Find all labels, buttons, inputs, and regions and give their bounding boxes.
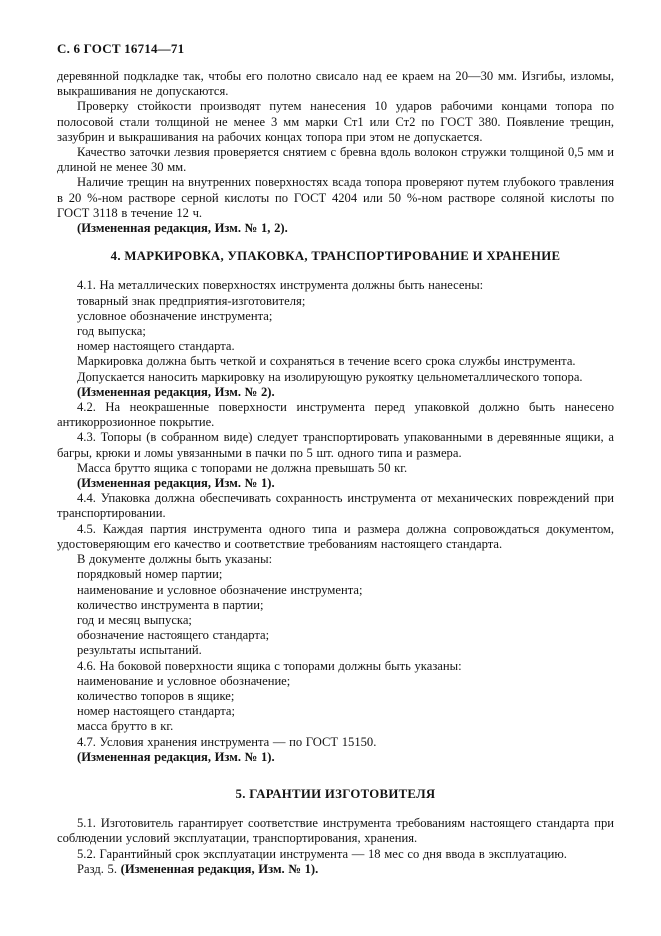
list-item: наименование и условное обозначение инструмента; bbox=[77, 582, 363, 597]
list-item: условное обозначение инструмента; bbox=[77, 308, 273, 323]
amendment-prefix: Разд. 5. bbox=[77, 861, 121, 876]
list-item: масса брутто в кг. bbox=[77, 719, 174, 734]
clause-5-1: 5.1. Изготовитель гарантирует соответствие инструмента требованиям настоящего стандарта при соблюдении условий эксплуатации, транспортирования, хранения. bbox=[57, 816, 614, 846]
clause-4-3: 4.3. Топоры (в собранном виде) следует транспортировать упакованными в деревянные ящики, а багры, крюки и ломы увязанными в пачки по 5 шт. одного типа и размера. bbox=[57, 430, 614, 460]
list-item: наименование и условное обозначение; bbox=[77, 673, 291, 688]
paragraph-marking-durability: Маркировка должна быть четкой и сохраняться в течение всего срока службы инструмента. bbox=[77, 354, 576, 369]
paragraph-continuation: деревянной подкладке так, чтобы его полотно свисало над ее краем на 20—30 мм. Изгибы, изломы, выкрашивания не допускаются. bbox=[57, 69, 614, 99]
clause-4-1: 4.1. На металлических поверхностях инструмента должны быть нанесены: bbox=[77, 278, 484, 293]
section-4-body bbox=[57, 278, 614, 765]
section-5-amendment bbox=[57, 862, 614, 877]
list-item: результаты испытаний. bbox=[77, 643, 202, 658]
section-5-heading: 5. ГАРАНТИИ ИЗГОТОВИТЕЛЯ bbox=[235, 786, 436, 801]
paragraph-marking-handle: Допускается наносить маркировку на изолирующую рукоятку цельнометаллического топора. bbox=[77, 369, 583, 384]
amendment-note: (Измененная редакция, Изм. № 1). bbox=[120, 861, 319, 876]
list-item: обозначение настоящего стандарта; bbox=[77, 628, 270, 643]
clause-4-7: 4.7. Условия хранения инструмента — по ГОСТ 15150. bbox=[77, 734, 377, 749]
section-3-body bbox=[57, 69, 614, 236]
paragraph-sharpening-check: Качество заточки лезвия проверяется снятием с бревна вдоль волокон стружки толщиной 0,5 мм и длиной не менее 30 мм. bbox=[57, 145, 614, 175]
clause-5-2: 5.2. Гарантийный срок эксплуатации инструмента — 18 мес со дня ввода в эксплуатацию. bbox=[77, 846, 567, 861]
list-item: количество инструмента в партии; bbox=[77, 597, 264, 612]
list-item: товарный знак предприятия-изготовителя; bbox=[77, 293, 306, 308]
list-item: количество топоров в ящике; bbox=[77, 688, 235, 703]
amendment-note: (Измененная редакция, Изм. № 1). bbox=[77, 476, 275, 491]
list-item: порядковый номер партии; bbox=[77, 567, 223, 582]
paragraph-document-intro: В документе должны быть указаны: bbox=[77, 552, 273, 567]
paragraph-crack-check: Наличие трещин на внутренних поверхностях всада топора проверяют путем глубокого травления в 20 %-ном растворе серной кислоты по ГОСТ 4204 или 50 %-ном растворе соляной кислоты по ГОСТ 3118 в течение 12 ч. bbox=[57, 175, 614, 220]
amendment-note: (Измененная редакция, Изм. № 1). bbox=[77, 749, 275, 764]
section-5-body bbox=[57, 816, 614, 877]
page-header: С. 6 ГОСТ 16714—71 bbox=[57, 41, 185, 56]
paragraph-gross-weight: Масса брутто ящика с топорами не должна превышать 50 кг. bbox=[77, 460, 408, 475]
paragraph-durability-check: Проверку стойкости производят путем нанесения 10 ударов рабочими концами топора по полосовой стали толщиной не менее 3 мм марки Ст1 или Ст2 по ГОСТ 380. Появление трещин, зазубрин и выкрашивания на рабочих концах топора при этом не допускается. bbox=[57, 99, 614, 144]
list-item: год выпуска; bbox=[77, 324, 146, 339]
list-item: номер настоящего стандарта; bbox=[77, 704, 235, 719]
clause-4-2: 4.2. На неокрашенные поверхности инструмента перед упаковкой должно быть нанесено антикоррозионное покрытие. bbox=[57, 400, 614, 430]
amendment-note: (Измененная редакция, Изм. № 1, 2). bbox=[77, 221, 288, 236]
list-item: год и месяц выпуска; bbox=[77, 612, 192, 627]
clause-4-4: 4.4. Упаковка должна обеспечивать сохранность инструмента от механических повреждений при транспортировании. bbox=[57, 491, 614, 521]
clause-4-5: 4.5. Каждая партия инструмента одного типа и размера должна сопровождаться документом, удостоверяющим его качество и соответствие требованиям настоящего стандарта. bbox=[57, 521, 614, 551]
section-4-heading: 4. МАРКИРОВКА, УПАКОВКА, ТРАНСПОРТИРОВАНИЕ И ХРАНЕНИЕ bbox=[110, 249, 561, 264]
clause-4-6: 4.6. На боковой поверхности ящика с топорами должны быть указаны: bbox=[77, 658, 462, 673]
list-item: номер настоящего стандарта. bbox=[77, 339, 235, 354]
amendment-note: (Измененная редакция, Изм. № 2). bbox=[77, 384, 275, 399]
